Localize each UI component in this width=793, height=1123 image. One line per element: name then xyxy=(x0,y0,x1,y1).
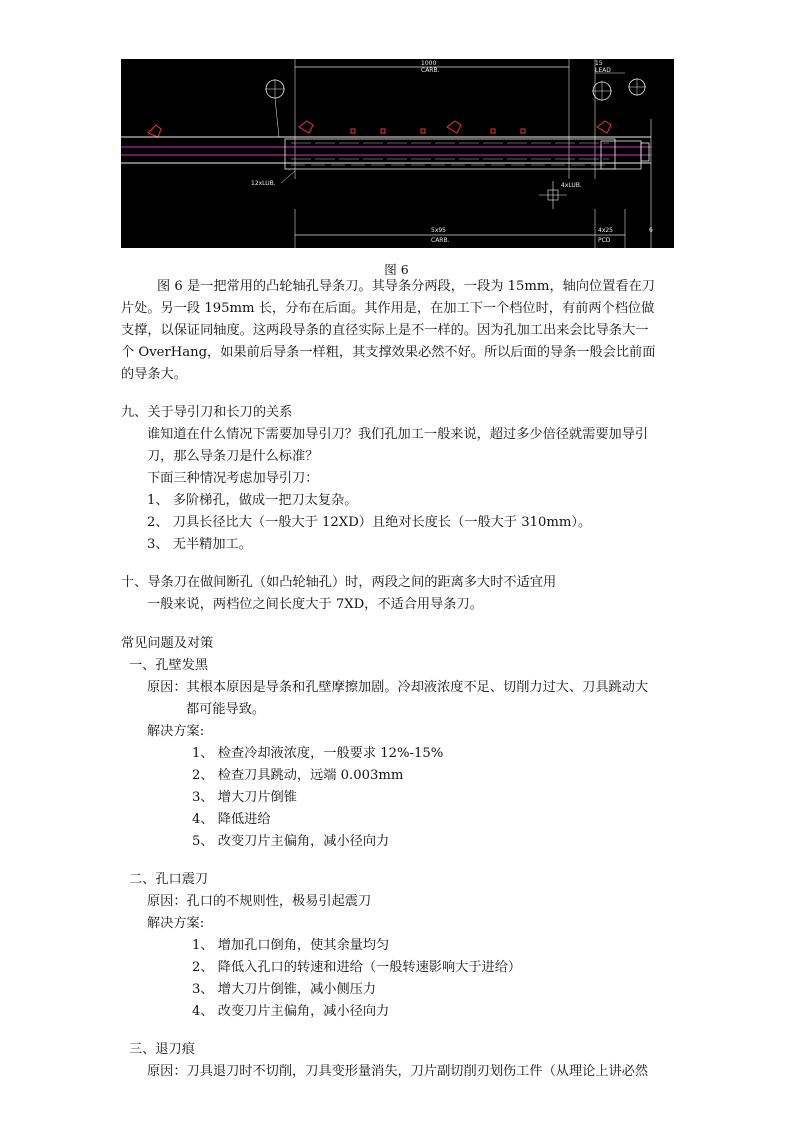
intro-line: 支撑，以保证同轴度。这两段导条的直径实际上是不一样的。因为孔加工出来会比导条大一 xyxy=(121,323,649,338)
intro-line: 图 6 是一把常用的凸轮轴孔导条刀。其导条分两段，一段为 15mm，轴向位置看在刀 xyxy=(157,279,655,294)
problem1-title: 一、孔壁发黑 xyxy=(129,658,209,673)
intro-line: 个 OverHang，如果前后导条一样粗，其支撑效果必然不好。所以后面的导条一般会比前面 xyxy=(121,345,656,360)
problem2-cause: 原因：孔口的不规则性，极易引起震刀 xyxy=(147,894,372,909)
problem2-solution-label: 解决方案: xyxy=(147,916,205,931)
common-title: 常见问题及对策 xyxy=(121,636,214,651)
section9-line: 谁知道在什么情况下需要加导引刀？我们孔加工一般来说，超过多少倍径就需要加导引 xyxy=(147,427,649,442)
cad-drawing-icon xyxy=(121,59,674,248)
problem1-item: 3、 增大刀片倒锥 xyxy=(192,790,297,805)
problem3-cause: 原因：刀具退刀时不切削，刀具变形量消失，刀片副切削刃划伤工件（从理论上讲必然 xyxy=(147,1064,649,1079)
fig-left-lub: 12xLUB. xyxy=(251,180,276,187)
section9-item: 2、 刀具长径比大（一般大于 12XD）且绝对长度长（一般大于 310mm）。 xyxy=(147,515,592,530)
fig-bot-right: 6 xyxy=(649,227,653,234)
cad-figure xyxy=(121,59,674,248)
problem1-item: 2、 检查刀具跳动，远端 0.003mm xyxy=(192,768,404,783)
problem2-title: 二、孔口震刀 xyxy=(129,872,209,887)
problem2-item: 2、 降低入孔口的转速和进给（一般转速影响大于进给） xyxy=(192,960,522,975)
problem1-solution-label: 解决方案: xyxy=(147,724,205,739)
section9-line: 刀，那么导条刀是什么标准？ xyxy=(147,449,319,464)
section10-title: 十、导条刀在做间断孔（如凸轮轴孔）时，两段之间的距离多大时不适宜用 xyxy=(121,575,557,590)
problem1-cause-cont: 都可能导致。 xyxy=(186,702,266,717)
problem2-item: 4、 改变刀片主偏角，减小径向力 xyxy=(192,1004,390,1019)
problem1-item: 1、 检查冷却液浓度，一般要求 12%-15% xyxy=(192,746,444,761)
fig-bot-dim: 5x95 xyxy=(431,227,447,234)
problem2-item: 3、 增大刀片倒锥，减小侧压力 xyxy=(192,982,377,997)
problem2-item: 1、 增加孔口倒角，使其余量均匀 xyxy=(192,938,390,953)
section9-item: 3、 无半精加工。 xyxy=(147,537,252,552)
section9-item: 1、 多阶梯孔，做成一把刀太复杂。 xyxy=(147,493,358,508)
fig-top-lead: LEAD xyxy=(595,67,611,74)
fig-top-carb: CARB. xyxy=(421,67,440,74)
fig-top-dim: 1000 xyxy=(421,60,437,67)
fig-bot-carb: CARB. xyxy=(431,237,450,244)
problem1-item: 5、 改变刀片主偏角，减小径向力 xyxy=(192,834,390,849)
fig-mid-lub: 4xLUB. xyxy=(561,182,582,189)
section9-line: 下面三种情况考虑加导引刀： xyxy=(147,471,319,486)
section10-line: 一般来说，两档位之间长度大于 7XD，不适合用导条刀。 xyxy=(147,597,483,612)
problem3-title: 三、退刀痕 xyxy=(129,1042,195,1057)
problem1-cause: 原因：其根本原因是导条和孔壁摩擦加剧。冷却液浓度不足、切削力过大、刀具跳动大 xyxy=(147,680,649,695)
fig-bot-pcd: PCD xyxy=(598,237,611,244)
section9-title: 九、关于导引刀和长刀的关系 xyxy=(121,405,293,420)
intro-line: 的导条大。 xyxy=(121,367,187,382)
problem1-item: 4、 降低进给 xyxy=(192,812,271,827)
intro-line: 片处。另一段 195mm 长，分布在后面。其作用是，在加工下一个档位时，有前两个档位做 xyxy=(121,301,655,316)
fig-top-right-dim: 15 xyxy=(595,60,603,67)
figure-caption: 图 6 xyxy=(384,262,409,277)
fig-bot-pcd-dim: 4x25 xyxy=(598,227,614,234)
